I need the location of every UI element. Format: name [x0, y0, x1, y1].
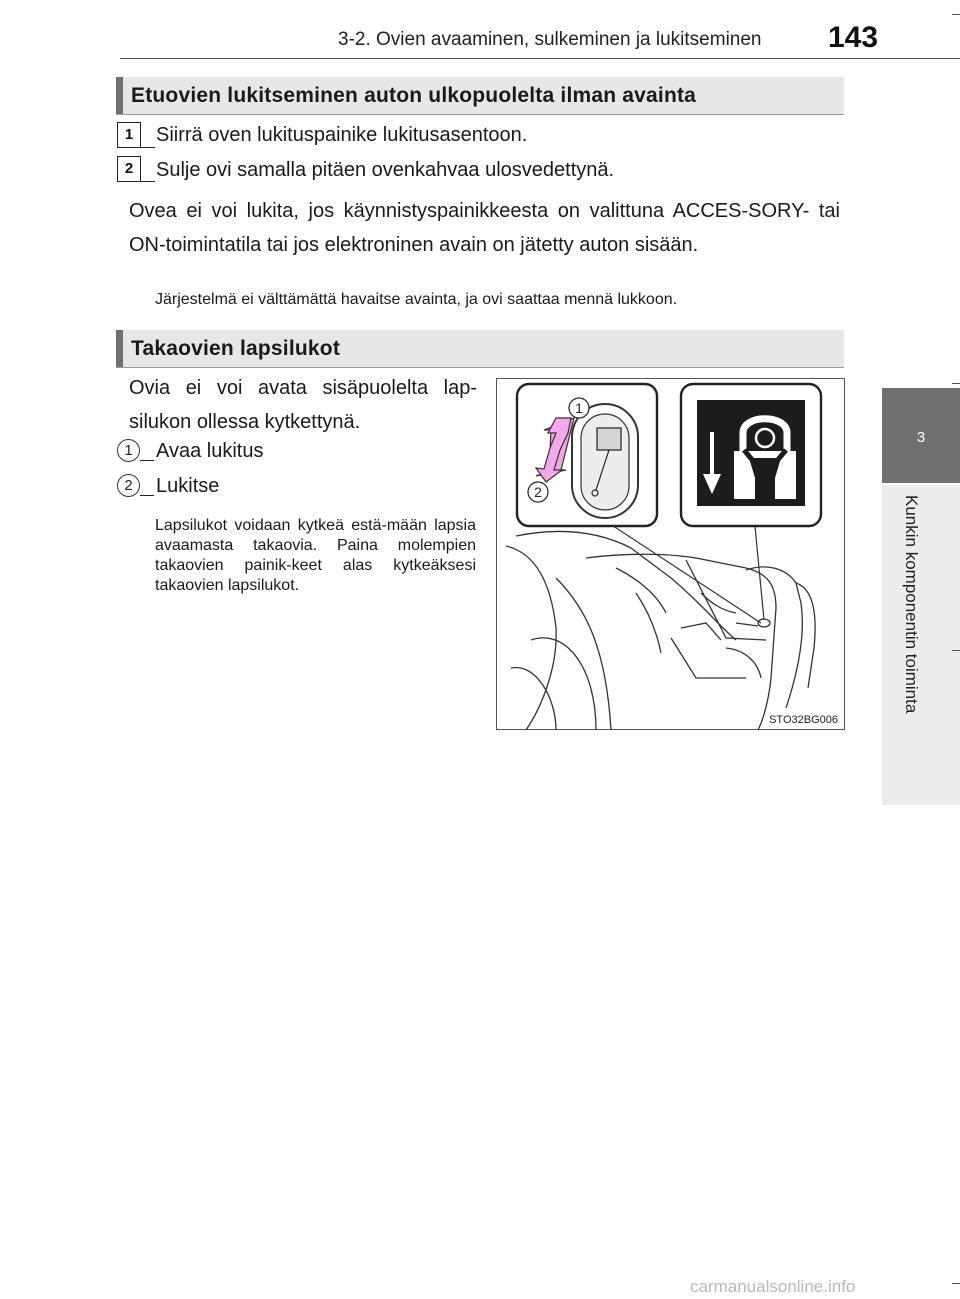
page-number: 143 — [828, 21, 879, 54]
chapter-header-title: 3-2. Ovien avaaminen, sulkeminen ja lukitseminen — [338, 29, 762, 50]
section-heading-text: Etuovien lukitseminen auton ulkopuolelta ilman avainta — [131, 84, 697, 107]
item-marker-line — [140, 460, 154, 461]
step-marker-line — [141, 181, 155, 182]
step-marker-1: 1 — [117, 122, 141, 148]
switch-knob — [597, 428, 621, 450]
down-arrow-icon — [710, 432, 714, 478]
step-1-text: Siirrä oven lukituspainike lukitusasentoon. — [156, 124, 528, 146]
edge-tick — [952, 650, 960, 651]
callout-2-label: 2 — [534, 484, 542, 500]
section-heading-front-door-locking — [116, 77, 844, 114]
item-marker-line — [140, 495, 154, 496]
edge-tick — [952, 1283, 960, 1284]
side-tab-label-box — [882, 485, 960, 805]
child-lock-illustration — [496, 378, 845, 730]
child-lock-intro: Ovia ei voi avata sisäpuolelta lap-silukon ollessa kytkettynä. — [129, 377, 477, 433]
side-tab-label: Kunkin komponentin toiminta — [902, 495, 921, 714]
section-heading-child-locks — [116, 330, 844, 367]
item-unlock-text: Avaa lukitus — [156, 440, 264, 462]
item-marker-2: 2 — [117, 474, 140, 497]
locking-note: Järjestelmä ei välttämättä havaitse avainta, ja ovi saattaa mennä lukkoon. — [155, 291, 678, 308]
item-lock-text: Lukitse — [156, 475, 220, 497]
step-2-text: Sulje ovi samalla pitäen ovenkahvaa ulosvedettynä. — [156, 159, 615, 181]
watermark: carmanualsonline.info — [690, 1277, 856, 1296]
callout-1-label: 1 — [575, 400, 583, 416]
section-heading-text: Takaovien lapsilukot — [131, 337, 341, 360]
step-marker-2: 2 — [117, 156, 141, 182]
edge-tick — [952, 14, 960, 15]
side-tab-chapter-number: 3 — [916, 429, 926, 446]
item-marker-1: 1 — [117, 439, 140, 462]
header-rule — [120, 58, 960, 59]
step-marker-line — [141, 147, 155, 148]
locking-condition-paragraph: Ovea ei voi lukita, jos käynnistyspainikkeesta on valittuna ACCES-SORY- tai ON-toimintatila tai jos elektroninen avain on jätetty auton sisään. — [129, 200, 840, 256]
side-tab-blank — [882, 63, 960, 381]
section-heading-underline — [116, 114, 844, 115]
section-heading-underline — [116, 367, 844, 368]
edge-tick — [952, 383, 960, 384]
child-lock-note: Lapsilukot voidaan kytkeä estä-mään lapsia avaamasta takaovia. Paina molempien takaovien painik-keet alas kytkeäksesi takaovien lapsilukot. — [155, 517, 476, 594]
figure-code: STO32BG006 — [769, 714, 838, 726]
child-head — [756, 429, 774, 447]
